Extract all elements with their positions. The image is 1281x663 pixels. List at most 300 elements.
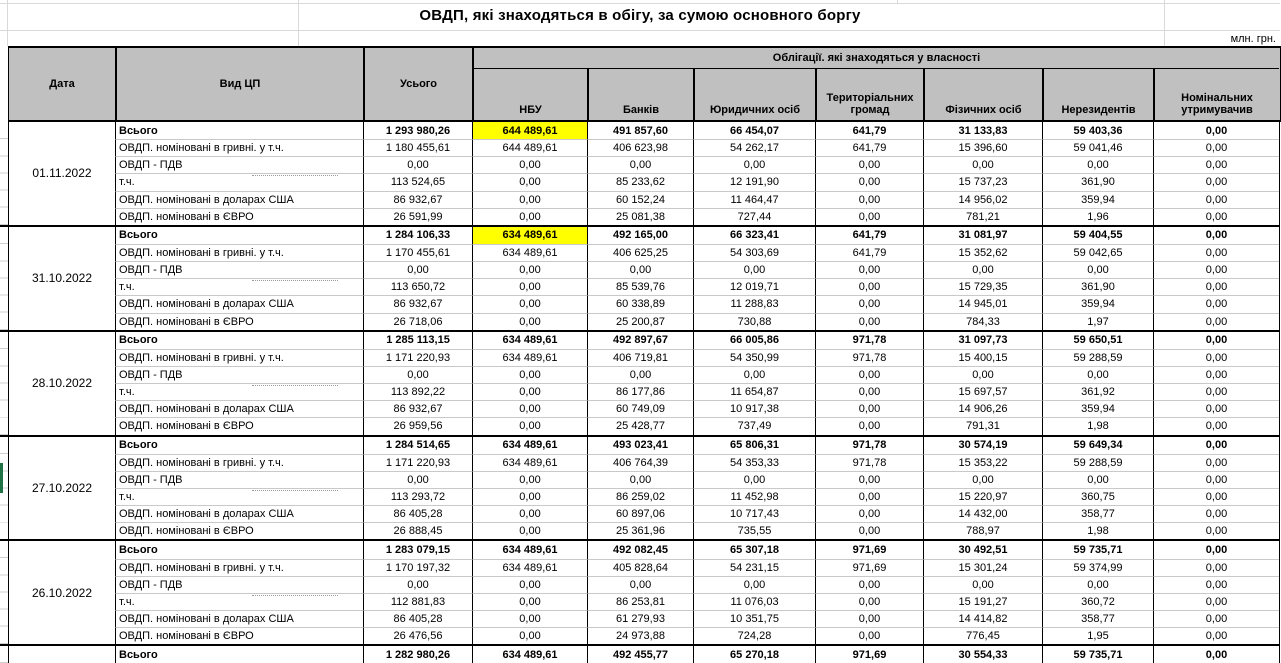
value-cell[interactable]: 86 253,81: [587, 593, 693, 610]
value-cell[interactable]: 0,00: [1042, 471, 1153, 488]
value-cell[interactable]: 1 171 220,93: [363, 454, 472, 471]
value-cell[interactable]: 0,00: [1153, 295, 1279, 312]
value-cell[interactable]: 0,00: [1153, 208, 1279, 225]
value-cell[interactable]: 0,00: [1153, 139, 1279, 156]
value-cell[interactable]: 65 806,31: [693, 437, 815, 454]
value-cell[interactable]: 1 170 197,32: [363, 559, 472, 576]
row-label[interactable]: т.ч.: [115, 593, 363, 610]
value-cell[interactable]: 0,00: [693, 261, 815, 278]
value-cell[interactable]: 0,00: [923, 471, 1042, 488]
value-cell[interactable]: 0,00: [815, 488, 923, 505]
value-cell[interactable]: 0,00: [587, 261, 693, 278]
value-cell[interactable]: 776,45: [923, 627, 1042, 644]
value-cell[interactable]: 1,96: [1042, 208, 1153, 225]
value-cell[interactable]: 26 888,45: [363, 522, 472, 539]
value-cell[interactable]: 0,00: [815, 191, 923, 208]
value-cell[interactable]: 15 353,22: [923, 454, 1042, 471]
sheet-title[interactable]: ОВДП, які знаходяться в обігу, за сумою основного боргу: [419, 7, 861, 24]
value-cell[interactable]: 0,00: [472, 156, 587, 173]
value-cell[interactable]: 26 476,56: [363, 627, 472, 644]
value-cell[interactable]: 0,00: [1153, 278, 1279, 295]
value-cell[interactable]: 406 719,81: [587, 349, 693, 366]
value-cell[interactable]: 59 649,34: [1042, 437, 1153, 454]
row-label[interactable]: ОВДП. номіновані в ЄВРО: [115, 208, 363, 225]
row-label[interactable]: Всього: [115, 227, 363, 244]
value-cell[interactable]: 0,00: [1153, 349, 1279, 366]
value-cell[interactable]: 0,00: [1153, 122, 1279, 139]
value-cell[interactable]: 0,00: [472, 417, 587, 434]
value-cell[interactable]: 10 351,75: [693, 610, 815, 627]
value-cell[interactable]: 61 279,93: [587, 610, 693, 627]
value-cell[interactable]: 10 917,38: [693, 400, 815, 417]
value-cell[interactable]: 10 717,43: [693, 505, 815, 522]
value-cell[interactable]: 0,00: [363, 156, 472, 173]
value-cell[interactable]: 0,00: [587, 471, 693, 488]
value-cell[interactable]: 791,31: [923, 417, 1042, 434]
value-cell[interactable]: 0,00: [472, 278, 587, 295]
value-cell[interactable]: 634 489,61: [472, 244, 587, 261]
value-cell[interactable]: 66 005,86: [693, 332, 815, 349]
value-cell[interactable]: 644 489,61: [472, 139, 587, 156]
value-cell[interactable]: 11 452,98: [693, 488, 815, 505]
value-cell[interactable]: 0,00: [815, 261, 923, 278]
value-cell[interactable]: 1,98: [1042, 417, 1153, 434]
value-cell[interactable]: 0,00: [1153, 332, 1279, 349]
value-cell[interactable]: 784,33: [923, 313, 1042, 330]
value-cell[interactable]: 113 892,22: [363, 383, 472, 400]
value-cell[interactable]: 1 180 455,61: [363, 139, 472, 156]
value-cell[interactable]: 0,00: [587, 366, 693, 383]
value-cell[interactable]: 634 489,61: [472, 227, 587, 244]
value-cell[interactable]: 85 233,62: [587, 173, 693, 190]
value-cell[interactable]: 0,00: [1153, 156, 1279, 173]
value-cell[interactable]: 86 259,02: [587, 488, 693, 505]
row-label[interactable]: ОВДП. номіновані в доларах США: [115, 191, 363, 208]
value-cell[interactable]: 25 200,87: [587, 313, 693, 330]
row-label[interactable]: ОВДП - ПДВ: [115, 471, 363, 488]
row-label[interactable]: т.ч.: [115, 488, 363, 505]
value-cell[interactable]: 406 764,39: [587, 454, 693, 471]
value-cell[interactable]: 65 307,18: [693, 541, 815, 558]
value-cell[interactable]: 0,00: [1153, 454, 1279, 471]
value-cell[interactable]: 15 301,24: [923, 559, 1042, 576]
value-cell[interactable]: 15 220,97: [923, 488, 1042, 505]
value-cell[interactable]: 971,78: [815, 349, 923, 366]
value-cell[interactable]: 0,00: [923, 156, 1042, 173]
value-cell[interactable]: 0,00: [815, 208, 923, 225]
row-label[interactable]: ОВДП. номіновані в гривні. у т.ч.: [115, 139, 363, 156]
value-cell[interactable]: 491 857,60: [587, 122, 693, 139]
value-cell[interactable]: 54 303,69: [693, 244, 815, 261]
value-cell[interactable]: 0,00: [1153, 627, 1279, 644]
gutter-cell: [0, 541, 8, 644]
value-cell[interactable]: 0,00: [815, 278, 923, 295]
value-cell[interactable]: 971,69: [815, 646, 923, 663]
value-cell[interactable]: 15 737,23: [923, 173, 1042, 190]
value-cell[interactable]: 59 041,46: [1042, 139, 1153, 156]
value-cell[interactable]: 0,00: [363, 366, 472, 383]
value-cell[interactable]: 360,72: [1042, 593, 1153, 610]
value-cell[interactable]: 26 591,99: [363, 208, 472, 225]
value-cell[interactable]: 11 076,03: [693, 593, 815, 610]
value-cell[interactable]: 14 432,00: [923, 505, 1042, 522]
value-cell[interactable]: 0,00: [1042, 366, 1153, 383]
value-cell[interactable]: 59 042,65: [1042, 244, 1153, 261]
value-cell[interactable]: 492 165,00: [587, 227, 693, 244]
value-cell[interactable]: 781,21: [923, 208, 1042, 225]
row-label[interactable]: т.ч.: [115, 278, 363, 295]
value-cell[interactable]: 0,00: [472, 505, 587, 522]
value-cell[interactable]: 0,00: [923, 261, 1042, 278]
value-cell[interactable]: 11 288,83: [693, 295, 815, 312]
value-cell[interactable]: 405 828,64: [587, 559, 693, 576]
value-cell[interactable]: 59 650,51: [1042, 332, 1153, 349]
value-cell[interactable]: 113 293,72: [363, 488, 472, 505]
row-label[interactable]: ОВДП. номіновані в доларах США: [115, 295, 363, 312]
value-cell[interactable]: 0,00: [815, 156, 923, 173]
value-cell[interactable]: 60 749,09: [587, 400, 693, 417]
value-cell[interactable]: 15 352,62: [923, 244, 1042, 261]
value-cell[interactable]: 66 454,07: [693, 122, 815, 139]
value-cell[interactable]: 971,69: [815, 559, 923, 576]
value-cell[interactable]: 0,00: [815, 173, 923, 190]
value-cell[interactable]: 86 177,86: [587, 383, 693, 400]
value-cell[interactable]: 359,94: [1042, 295, 1153, 312]
row-label[interactable]: Всього: [115, 332, 363, 349]
value-cell[interactable]: 85 539,76: [587, 278, 693, 295]
date-cell[interactable]: 26.10.2022: [8, 541, 115, 644]
date-cell[interactable]: 31.10.2022: [8, 227, 115, 330]
value-cell[interactable]: 493 023,41: [587, 437, 693, 454]
value-cell[interactable]: 0,00: [1153, 471, 1279, 488]
value-cell[interactable]: 492 455,77: [587, 646, 693, 663]
value-cell[interactable]: 0,00: [472, 313, 587, 330]
value-cell[interactable]: 788,97: [923, 522, 1042, 539]
value-cell[interactable]: 59 288,59: [1042, 454, 1153, 471]
header-owner-nonresidents[interactable]: Нерезидентів: [1042, 69, 1153, 120]
value-cell[interactable]: 724,28: [693, 627, 815, 644]
row-label[interactable]: Всього: [115, 122, 363, 139]
value-cell[interactable]: 0,00: [1042, 576, 1153, 593]
date-cell[interactable]: [8, 646, 115, 663]
value-cell[interactable]: 54 350,99: [693, 349, 815, 366]
value-cell[interactable]: 634 489,61: [472, 437, 587, 454]
header-total[interactable]: Усього: [363, 48, 472, 120]
value-cell[interactable]: 54 262,17: [693, 139, 815, 156]
value-cell[interactable]: 1 283 079,15: [363, 541, 472, 558]
row-label[interactable]: ОВДП. номіновані в гривні. у т.ч.: [115, 349, 363, 366]
header-date[interactable]: Дата: [8, 48, 115, 120]
unit-label[interactable]: млн. грн.: [1230, 33, 1276, 45]
value-cell[interactable]: 15 400,15: [923, 349, 1042, 366]
value-cell[interactable]: 971,78: [815, 454, 923, 471]
value-cell[interactable]: 0,00: [693, 471, 815, 488]
value-cell[interactable]: 0,00: [472, 383, 587, 400]
value-cell[interactable]: 0,00: [472, 471, 587, 488]
value-cell[interactable]: 0,00: [1042, 156, 1153, 173]
value-cell[interactable]: 0,00: [815, 610, 923, 627]
value-cell[interactable]: 0,00: [472, 173, 587, 190]
value-cell[interactable]: 361,90: [1042, 278, 1153, 295]
value-cell[interactable]: 634 489,61: [472, 559, 587, 576]
value-cell[interactable]: 0,00: [1153, 437, 1279, 454]
value-cell[interactable]: 0,00: [815, 383, 923, 400]
value-cell[interactable]: 31 097,73: [923, 332, 1042, 349]
value-cell[interactable]: 0,00: [1153, 541, 1279, 558]
row-label[interactable]: ОВДП - ПДВ: [115, 156, 363, 173]
value-cell[interactable]: 24 973,88: [587, 627, 693, 644]
value-cell[interactable]: 0,00: [923, 576, 1042, 593]
value-cell[interactable]: 0,00: [1153, 576, 1279, 593]
value-cell[interactable]: 0,00: [1153, 173, 1279, 190]
value-cell[interactable]: 0,00: [1042, 261, 1153, 278]
value-cell[interactable]: 113 650,72: [363, 278, 472, 295]
value-cell[interactable]: 641,79: [815, 122, 923, 139]
row-label[interactable]: ОВДП. номіновані в ЄВРО: [115, 313, 363, 330]
value-cell[interactable]: 1 284 106,33: [363, 227, 472, 244]
value-cell[interactable]: 0,00: [472, 610, 587, 627]
row-label[interactable]: ОВДП - ПДВ: [115, 576, 363, 593]
row-label[interactable]: т.ч.: [115, 173, 363, 190]
header-type[interactable]: Вид ЦП: [115, 48, 363, 120]
value-cell[interactable]: 358,77: [1042, 505, 1153, 522]
value-cell[interactable]: 86 405,28: [363, 610, 472, 627]
header-owner-legal-entities[interactable]: Юридичних осіб: [693, 69, 815, 120]
value-cell[interactable]: 0,00: [693, 366, 815, 383]
row-label[interactable]: т.ч.: [115, 383, 363, 400]
value-cell[interactable]: 0,00: [472, 593, 587, 610]
value-cell[interactable]: 634 489,61: [472, 332, 587, 349]
value-cell[interactable]: 60 338,89: [587, 295, 693, 312]
row-label[interactable]: Всього: [115, 541, 363, 558]
value-cell[interactable]: 0,00: [815, 417, 923, 434]
value-cell[interactable]: 26 959,56: [363, 417, 472, 434]
value-cell[interactable]: 1,98: [1042, 522, 1153, 539]
value-cell[interactable]: 25 081,38: [587, 208, 693, 225]
value-cell[interactable]: 60 152,24: [587, 191, 693, 208]
value-cell[interactable]: 1 285 113,15: [363, 332, 472, 349]
value-cell[interactable]: 0,00: [1153, 261, 1279, 278]
value-cell[interactable]: 0,00: [693, 576, 815, 593]
value-cell[interactable]: 0,00: [472, 191, 587, 208]
value-cell[interactable]: 971,78: [815, 332, 923, 349]
value-cell[interactable]: 0,00: [472, 261, 587, 278]
value-cell[interactable]: 0,00: [1153, 383, 1279, 400]
table-header: [8, 46, 1281, 122]
value-cell[interactable]: 26 718,06: [363, 313, 472, 330]
value-cell[interactable]: 0,00: [1153, 244, 1279, 261]
value-cell[interactable]: 0,00: [815, 593, 923, 610]
value-cell[interactable]: 15 191,27: [923, 593, 1042, 610]
value-cell[interactable]: 15 729,35: [923, 278, 1042, 295]
value-cell[interactable]: 359,94: [1042, 191, 1153, 208]
value-cell[interactable]: 59 735,71: [1042, 541, 1153, 558]
header-owner-nominal-holders[interactable]: Номінальних утримувачив: [1153, 69, 1279, 120]
value-cell[interactable]: 86 932,67: [363, 400, 472, 417]
value-cell[interactable]: 1 282 980,26: [363, 646, 472, 663]
value-cell[interactable]: 0,00: [363, 471, 472, 488]
value-cell[interactable]: 492 897,67: [587, 332, 693, 349]
value-cell[interactable]: 406 625,25: [587, 244, 693, 261]
value-cell[interactable]: 735,55: [693, 522, 815, 539]
value-cell[interactable]: 0,00: [1153, 191, 1279, 208]
value-cell[interactable]: 0,00: [1153, 417, 1279, 434]
value-cell[interactable]: 0,00: [587, 156, 693, 173]
value-cell[interactable]: 634 489,61: [472, 541, 587, 558]
value-cell[interactable]: 0,00: [815, 400, 923, 417]
value-cell[interactable]: 113 524,65: [363, 173, 472, 190]
value-cell[interactable]: 361,92: [1042, 383, 1153, 400]
value-cell[interactable]: 634 489,61: [472, 646, 587, 663]
value-cell[interactable]: 359,94: [1042, 400, 1153, 417]
value-cell[interactable]: 361,90: [1042, 173, 1153, 190]
row-label[interactable]: ОВДП. номіновані в ЄВРО: [115, 417, 363, 434]
value-cell[interactable]: 0,00: [363, 576, 472, 593]
row-label[interactable]: Всього: [115, 646, 363, 663]
value-cell[interactable]: 11 654,87: [693, 383, 815, 400]
value-cell[interactable]: 1 293 980,26: [363, 122, 472, 139]
value-cell[interactable]: 14 414,82: [923, 610, 1042, 627]
value-cell[interactable]: 358,77: [1042, 610, 1153, 627]
value-cell[interactable]: 0,00: [1153, 400, 1279, 417]
row-label[interactable]: ОВДП. номіновані в доларах США: [115, 505, 363, 522]
value-cell[interactable]: 30 554,33: [923, 646, 1042, 663]
row-label[interactable]: ОВДП - ПДВ: [115, 366, 363, 383]
value-cell[interactable]: 0,00: [472, 522, 587, 539]
value-cell[interactable]: 54 231,15: [693, 559, 815, 576]
value-cell[interactable]: 0,00: [472, 488, 587, 505]
value-cell[interactable]: 0,00: [472, 295, 587, 312]
value-cell[interactable]: 112 881,83: [363, 593, 472, 610]
value-cell[interactable]: 15 697,57: [923, 383, 1042, 400]
value-cell[interactable]: 360,75: [1042, 488, 1153, 505]
value-cell[interactable]: 12 019,71: [693, 278, 815, 295]
value-cell[interactable]: 25 428,77: [587, 417, 693, 434]
value-cell[interactable]: 59 288,59: [1042, 349, 1153, 366]
value-cell[interactable]: 0,00: [815, 471, 923, 488]
value-cell[interactable]: 634 489,61: [472, 349, 587, 366]
value-cell[interactable]: 0,00: [1153, 227, 1279, 244]
value-cell[interactable]: 0,00: [815, 505, 923, 522]
value-cell[interactable]: 1,97: [1042, 313, 1153, 330]
row-label[interactable]: ОВДП. номіновані в ЄВРО: [115, 522, 363, 539]
value-cell[interactable]: 0,00: [923, 366, 1042, 383]
value-cell[interactable]: 66 323,41: [693, 227, 815, 244]
row-label[interactable]: ОВДП. номіновані в ЄВРО: [115, 627, 363, 644]
date-cell[interactable]: 27.10.2022: [8, 437, 115, 540]
value-cell[interactable]: 971,78: [815, 437, 923, 454]
value-cell[interactable]: 0,00: [815, 522, 923, 539]
row-label[interactable]: ОВДП - ПДВ: [115, 261, 363, 278]
value-cell[interactable]: 59 374,99: [1042, 559, 1153, 576]
header-owner-banks[interactable]: Банків: [587, 69, 693, 120]
value-cell[interactable]: 31 081,97: [923, 227, 1042, 244]
value-cell[interactable]: 0,00: [472, 576, 587, 593]
value-cell[interactable]: 644 489,61: [472, 122, 587, 139]
value-cell[interactable]: 25 361,96: [587, 522, 693, 539]
value-cell[interactable]: 641,79: [815, 227, 923, 244]
value-cell[interactable]: 0,00: [815, 295, 923, 312]
value-cell[interactable]: 14 906,26: [923, 400, 1042, 417]
value-cell[interactable]: 641,79: [815, 139, 923, 156]
value-cell[interactable]: 0,00: [1153, 610, 1279, 627]
header-ownership-group[interactable]: Облігації. які знаходяться у власності: [472, 48, 1279, 69]
value-cell[interactable]: 59 735,71: [1042, 646, 1153, 663]
value-cell[interactable]: 86 405,28: [363, 505, 472, 522]
value-cell[interactable]: 641,79: [815, 244, 923, 261]
value-cell[interactable]: 59 404,55: [1042, 227, 1153, 244]
value-cell[interactable]: 492 082,45: [587, 541, 693, 558]
value-cell[interactable]: 730,88: [693, 313, 815, 330]
value-cell[interactable]: 14 945,01: [923, 295, 1042, 312]
value-cell[interactable]: 737,49: [693, 417, 815, 434]
value-cell[interactable]: 14 956,02: [923, 191, 1042, 208]
header-owner-individuals[interactable]: Фізичних осіб: [923, 69, 1042, 120]
value-cell[interactable]: 727,44: [693, 208, 815, 225]
value-cell[interactable]: 0,00: [587, 576, 693, 593]
value-cell[interactable]: 0,00: [1153, 593, 1279, 610]
row-label[interactable]: ОВДП. номіновані в доларах США: [115, 610, 363, 627]
row-label[interactable]: ОВДП. номіновані в гривні. у т.ч.: [115, 454, 363, 471]
value-cell[interactable]: 0,00: [815, 627, 923, 644]
value-cell[interactable]: 0,00: [693, 156, 815, 173]
row-label[interactable]: ОВДП. номіновані в гривні. у т.ч.: [115, 559, 363, 576]
value-cell[interactable]: 0,00: [815, 366, 923, 383]
value-cell[interactable]: 0,00: [363, 261, 472, 278]
value-cell[interactable]: 0,00: [1153, 313, 1279, 330]
value-cell[interactable]: 86 932,67: [363, 295, 472, 312]
value-cell[interactable]: 1 171 220,93: [363, 349, 472, 366]
value-cell[interactable]: 406 623,98: [587, 139, 693, 156]
value-cell[interactable]: 0,00: [472, 208, 587, 225]
value-cell[interactable]: 0,00: [472, 627, 587, 644]
row-label[interactable]: ОВДП. номіновані в гривні. у т.ч.: [115, 244, 363, 261]
value-cell[interactable]: 30 574,19: [923, 437, 1042, 454]
date-cell[interactable]: 28.10.2022: [8, 332, 115, 435]
date-cell[interactable]: 01.11.2022: [8, 122, 115, 225]
value-cell[interactable]: 86 932,67: [363, 191, 472, 208]
value-cell[interactable]: 971,69: [815, 541, 923, 558]
value-cell[interactable]: 59 403,36: [1042, 122, 1153, 139]
value-cell[interactable]: 0,00: [1153, 559, 1279, 576]
value-cell[interactable]: 0,00: [815, 576, 923, 593]
value-cell[interactable]: 31 133,83: [923, 122, 1042, 139]
value-cell[interactable]: 0,00: [472, 400, 587, 417]
value-cell[interactable]: 0,00: [1153, 646, 1279, 663]
value-cell[interactable]: 1 284 514,65: [363, 437, 472, 454]
value-cell[interactable]: 634 489,61: [472, 454, 587, 471]
value-cell[interactable]: 65 270,18: [693, 646, 815, 663]
value-cell[interactable]: 60 897,06: [587, 505, 693, 522]
header-owner-territorial-communities[interactable]: Територіальних громад: [815, 69, 923, 120]
value-cell[interactable]: 0,00: [1153, 505, 1279, 522]
row-label[interactable]: ОВДП. номіновані в доларах США: [115, 400, 363, 417]
value-cell[interactable]: 1,95: [1042, 627, 1153, 644]
value-cell[interactable]: 0,00: [1153, 522, 1279, 539]
value-cell[interactable]: 0,00: [815, 313, 923, 330]
row-label[interactable]: Всього: [115, 437, 363, 454]
value-cell[interactable]: 11 464,47: [693, 191, 815, 208]
value-cell[interactable]: 1 170 455,61: [363, 244, 472, 261]
header-owner-nbu[interactable]: НБУ: [472, 69, 587, 120]
value-cell[interactable]: 12 191,90: [693, 173, 815, 190]
value-cell[interactable]: 0,00: [1153, 366, 1279, 383]
value-cell[interactable]: 15 396,60: [923, 139, 1042, 156]
value-cell[interactable]: 30 492,51: [923, 541, 1042, 558]
value-cell[interactable]: 0,00: [472, 366, 587, 383]
value-cell[interactable]: 54 353,33: [693, 454, 815, 471]
value-cell[interactable]: 0,00: [1153, 488, 1279, 505]
